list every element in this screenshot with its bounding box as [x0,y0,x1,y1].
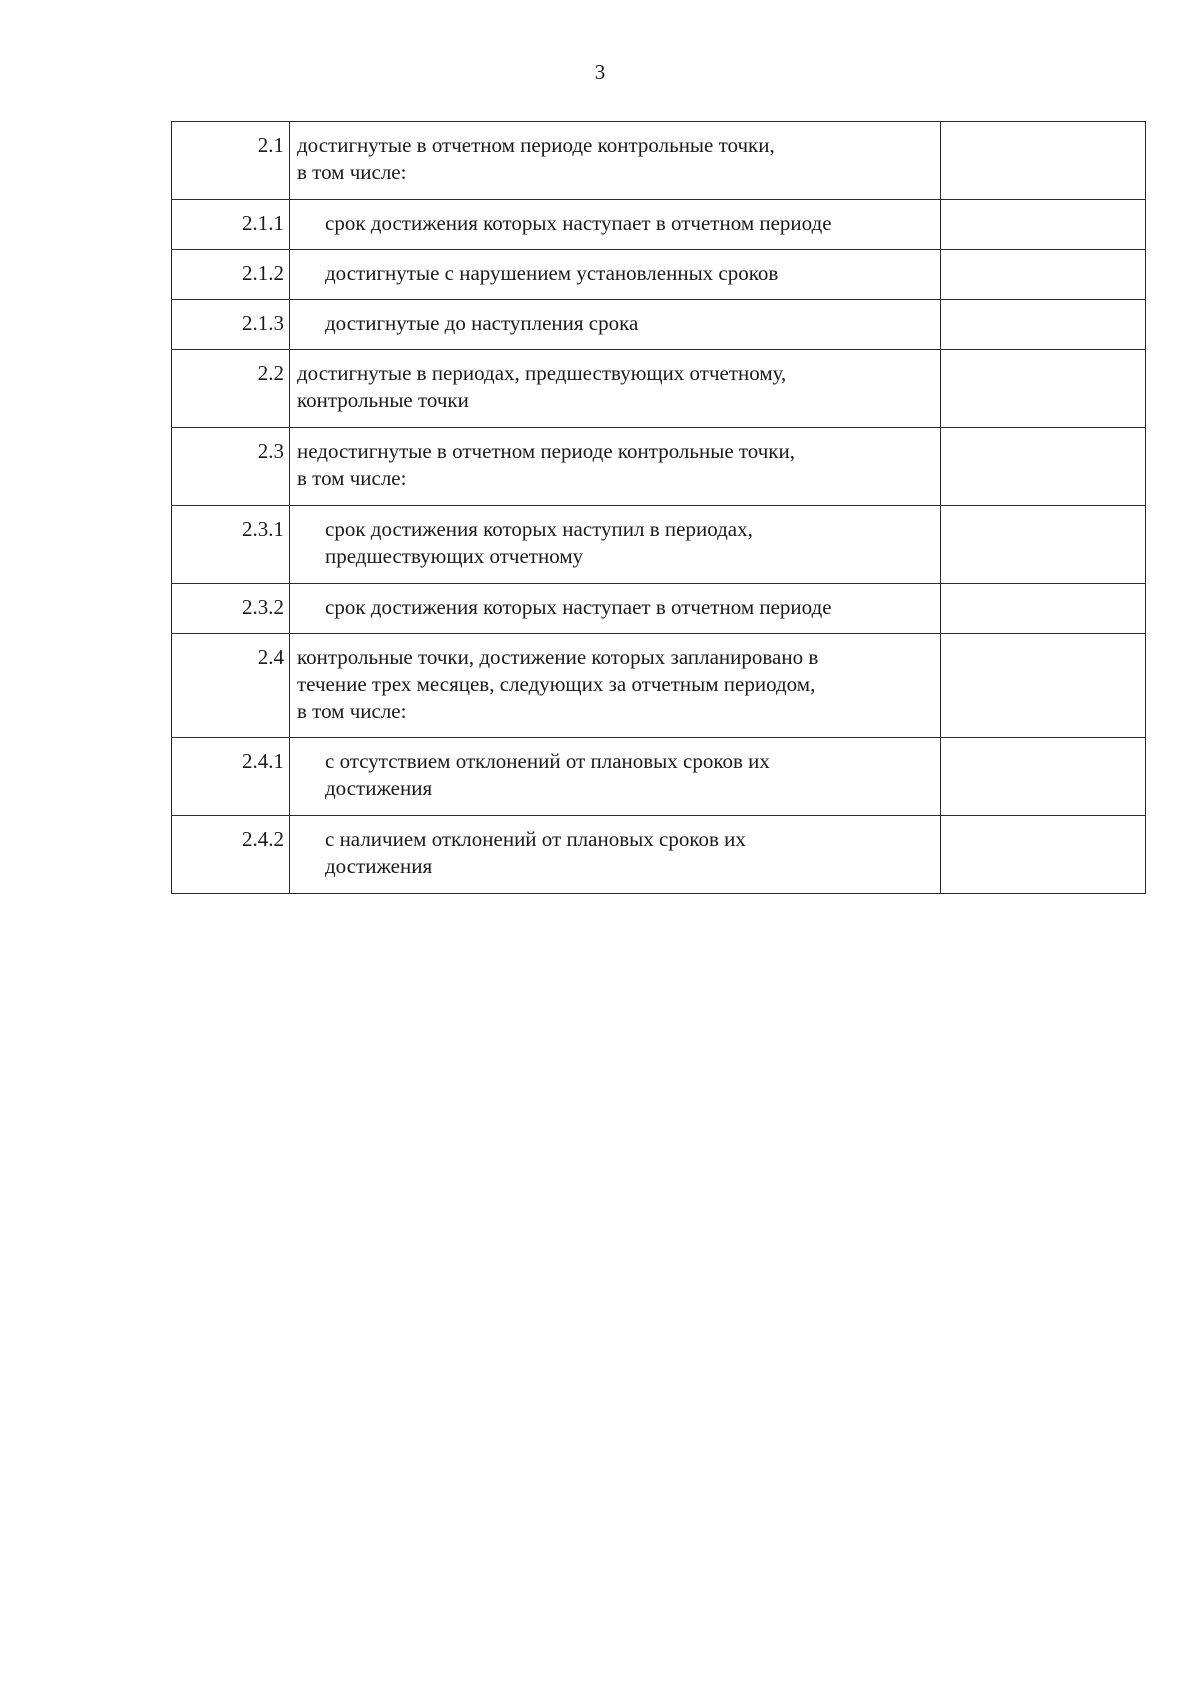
description-line: с отсутствием отклонений от плановых сроков их [325,749,770,773]
row-number: 2.1 [172,122,290,200]
description-line: контрольные точки, достижение которых запланировано в [297,645,819,669]
description-line: в том числе: [297,466,407,490]
table-row [172,738,1146,816]
description-line: достигнутые в периодах, предшествующих отчетному, [297,361,787,385]
row-number: 2.3.1 [172,506,290,584]
table-row [172,428,1146,506]
row-number: 2.2 [172,350,290,428]
description-line: предшествующих отчетному [325,544,584,568]
row-value-cell [941,506,1146,584]
table-row [172,506,1146,584]
description-line: достигнутые с нарушением установленных сроков [325,261,779,285]
table-row [172,816,1146,894]
page-number: 3 [594,60,606,84]
table-row [172,250,1146,300]
row-value-cell [941,584,1146,634]
row-description [290,634,941,738]
description-line: достижения [325,854,433,878]
description-line: в том числе: [297,160,407,184]
table-row [172,200,1146,250]
row-number: 2.1.1 [172,200,290,250]
row-value-cell [941,250,1146,300]
description-line: срок достижения которых наступил в периодах, [325,517,753,541]
row-description [290,200,941,250]
row-value-cell [941,634,1146,738]
description-line: срок достижения которых наступает в отчетном периоде [325,211,832,235]
row-description [290,584,941,634]
row-value-cell [941,350,1146,428]
table-row [172,300,1146,350]
row-value-cell [941,738,1146,816]
row-description [290,122,941,200]
description-line: достижения [325,776,433,800]
row-value-cell [941,300,1146,350]
description-line: достигнутые до наступления срока [325,311,639,335]
description-line: достигнутые в отчетном периоде контрольные точки, [297,133,775,157]
row-number: 2.3.2 [172,584,290,634]
row-description [290,300,941,350]
row-description [290,816,941,894]
table-row [172,584,1146,634]
table-row [172,634,1146,738]
description-line: срок достижения которых наступает в отчетном периоде [325,595,832,619]
description-line: недостигнутые в отчетном периоде контрольные точки, [297,439,796,463]
row-number: 2.4 [172,634,290,738]
row-description [290,250,941,300]
row-number: 2.4.1 [172,738,290,816]
description-line: течение трех месяцев, следующих за отчетным периодом, [297,672,816,696]
row-description [290,350,941,428]
row-number: 2.4.2 [172,816,290,894]
row-description [290,506,941,584]
row-description [290,738,941,816]
row-number: 2.1.3 [172,300,290,350]
table-row [172,122,1146,200]
row-value-cell [941,200,1146,250]
row-description [290,428,941,506]
description-line: контрольные точки [297,388,469,412]
control-points-table [171,121,1146,894]
row-value-cell [941,816,1146,894]
description-line: в том числе: [297,699,407,723]
table-row [172,350,1146,428]
row-value-cell [941,122,1146,200]
row-number: 2.3 [172,428,290,506]
description-line: с наличием отклонений от плановых сроков их [325,827,746,851]
row-number: 2.1.2 [172,250,290,300]
row-value-cell [941,428,1146,506]
